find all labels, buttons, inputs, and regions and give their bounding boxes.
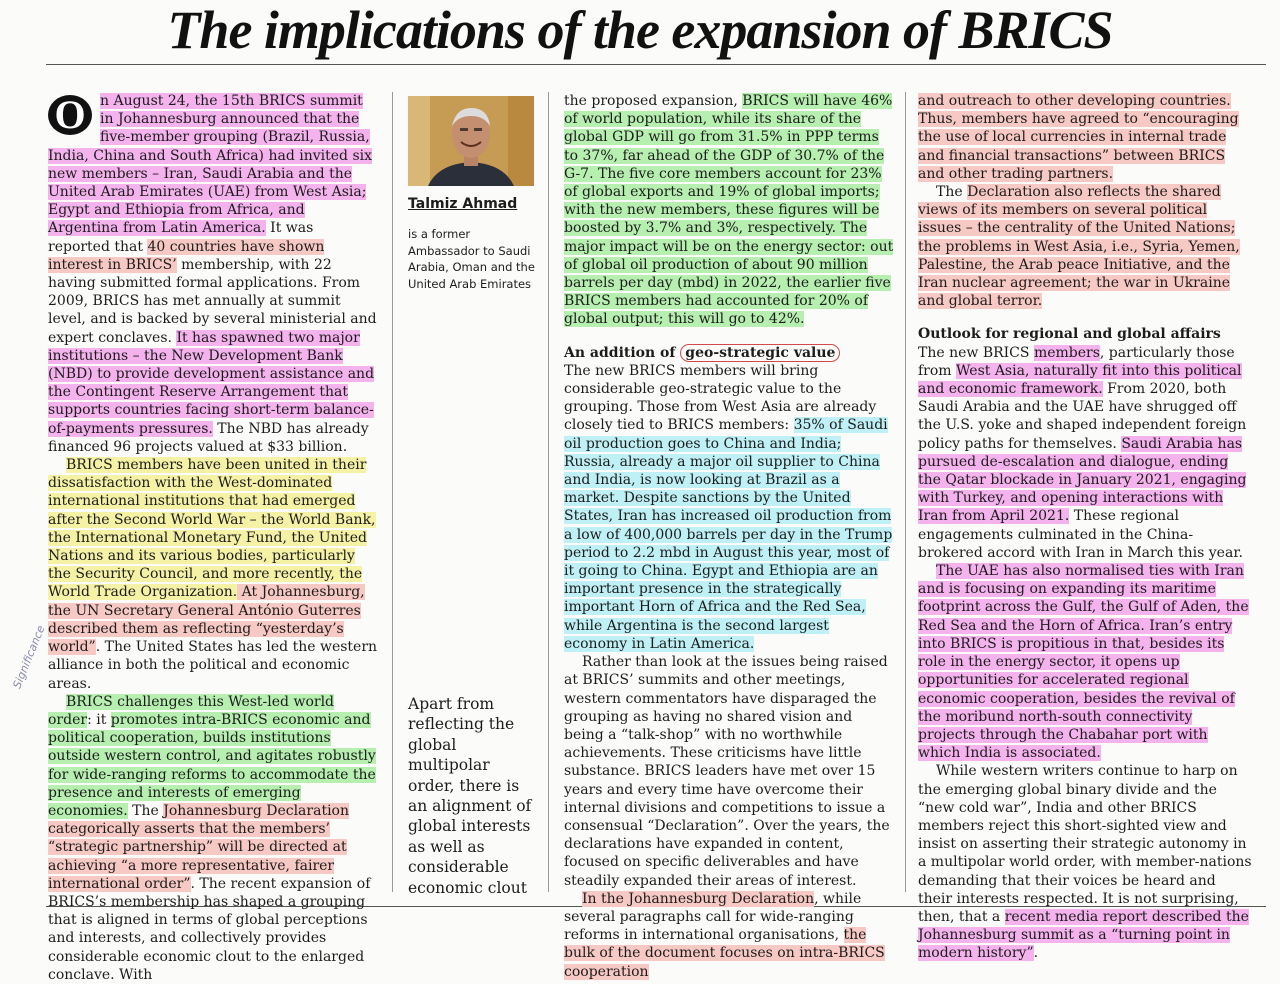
highlighted-text: recent media report described the Johannesburg summit as a “turning point in modern history”: [918, 908, 1249, 962]
highlighted-text: Saudi Arabia has pursued de-escalation and dialogue, ending the Qatar blockade in January 2021, engaging with Turkey, and opening interactions with Iran from April 2021.: [918, 435, 1247, 525]
text-run: .: [1033, 945, 1039, 962]
column-divider-1: [392, 92, 393, 892]
highlighted-text: n August 24, the 15th BRICS summit in Johannesburg announced that the five-member grouping (Brazil, Russia, India, China and South Africa) had invited six new members – Iran, Saudi Arabia and the United Arab Emirates (UAE) from West Asia; Egypt and Ethiopia from Africa, and Argentina from Latin America.: [48, 93, 373, 237]
text-run: , while several paragraphs call for wide-ranging reforms in international organisations,: [564, 890, 862, 944]
text-run: . The United States has led the western alliance in both the political and economic areas.: [48, 639, 378, 692]
headline: The implications of the expansion of BRICS: [167, 0, 1113, 60]
paragraph: [918, 562, 1253, 762]
highlighted-text: The major impact will be on the energy sector: out of global oil production of about 90 million barrels per day (mbd) in 2022, the earlier five BRICS members had accounted for 20% of global output; this will go to 42%.: [564, 220, 894, 328]
highlighted-text: 35% of Saudi oil production goes to China and India; Russia, already a major oil supplier to China and India, is now looking at Brazil as a market. Despite sanctions by the United States, Iran has increased oil production from a low of 400,000 barrels per day in the Trump period to 2.2 mbd in August this year, most of it going to China. Egypt and Ethiopia are an important presence in the strategically important Horn of Africa and the Red Sea, while Argentina is the second largest economy in Latin America.: [564, 417, 893, 652]
subheading: [564, 344, 896, 362]
highlighted-text: BRICS will have 46% of world population, while its share of the global GDP will go from 31.5% in PPP terms to 37%, far ahead of the GDP of 30.7% of the G-7. The five core members account for 23% of global exports and 19% of global imports; with the new members, these figures will be boosted by 3.7% and 3%, respectively.: [564, 93, 893, 237]
text-run: The new BRICS: [918, 344, 1034, 361]
text-run: These regional engagements culminated in the China-brokered accord with Iran in March this year.: [918, 508, 1243, 561]
paragraph: [564, 890, 896, 981]
highlighted-text: members: [1033, 344, 1100, 361]
author-name: Talmiz Ahmad: [408, 196, 518, 212]
column-divider-2: [548, 92, 549, 892]
author-portrait-image: [408, 96, 534, 186]
text-run: Rather than look at the issues being raised at BRICS’ summits and other meetings, western commentators have disparaged the grouping as having no shared vision and being a “talk-shop” with no worthwhile achievements. These criticisms have little substance. BRICS leaders have met over 15 years and every time have overcome their internal divisions and competitions to issue a consensual “Declaration”. Over the years, the declarations have expanded in content, focused on specific deliverables and have steadily expanded their areas of interest.: [564, 654, 890, 889]
highlighted-text: BRICS challenges this West-led world order: [48, 693, 335, 728]
highlighted-text: It has spawned two major institutions – the New Development Bank (NBD) to provide development assistance and the Contingent Reserve Arrangement that supports countries facing short-term balance-of-payments pressures.: [48, 329, 375, 437]
paragraph: [48, 456, 378, 693]
paragraph: [48, 693, 378, 984]
article-column-3: [564, 92, 896, 981]
text-run: , particularly those from: [918, 344, 1235, 379]
paragraph: [564, 92, 896, 329]
article-column-4: [918, 92, 1253, 963]
paragraph: [48, 92, 378, 456]
highlighted-text: and outreach to other developing countries. Thus, members have agreed to “encouraging the use of local currencies in internal trade and financial transactions” between BRICS and other trading partners.: [918, 93, 1239, 182]
text-run: The new BRICS members will bring considerable geo-strategic value to the grouping. Those from West Asia are already closely tied to BRICS members:: [564, 362, 877, 434]
article-column-1: [48, 92, 378, 984]
paragraph: [918, 183, 1253, 310]
pull-quote: Apart from reflecting the global multipolar order, there is an alignment of global interests as well as considerable economic clout: [408, 695, 532, 897]
text-run: The: [127, 802, 164, 819]
highlighted-text: promotes intra-BRICS economic and political cooperation, builds institutions outside western control, and agitates robustly for wide-ranging reforms to accommodate the presence and interests of emerging economies.: [48, 711, 376, 819]
text-run: membership, with 22 having submitted formal applications. From 2009, BRICS has met annually at summit level, and is backed by several ministerial and expert conclaves.: [48, 256, 377, 346]
drop-cap: O: [48, 95, 92, 135]
text-run: From 2020, both Saudi Arabia and the UAE have shrugged off the U.S. yoke and shaped independent foreign policy paths for themselves.: [918, 381, 1247, 452]
subheading: Outlook for regional and global affairs: [918, 326, 1221, 343]
subheading-text: An addition of: [564, 344, 681, 361]
highlighted-text: At Johannesburg, the UN Secretary General António Guterres described them as reflecting “yesterday’s world”: [48, 584, 365, 656]
highlighted-text: 40 countries have shown interest in BRICS’: [48, 238, 325, 273]
paragraph: [918, 344, 1253, 562]
highlighted-text: the bulk of the document focuses on intra-BRICS cooperation: [564, 927, 885, 980]
author-bio: is a former Ambassador to Saudi Arabia, Oman and the United Arab Emirates: [408, 227, 535, 291]
margin-annotation: Significance: [10, 623, 48, 691]
paragraph: [564, 362, 896, 653]
highlighted-text: BRICS members have been united in their dissatisfaction with the West-dominated international institutions that had emerged after the Second World War – the World Bank, the International Monetary Fund, the United Nations and its various bodies, particularly the Security Council, and more recently, the World Trade Organization.: [48, 457, 376, 601]
highlighted-text: Declaration also reflects the shared views of its members on several political issues – the centrality of the United Nations; the problems in West Asia, i.e., Syria, Yemen, Palestine, the Arab peace Initiative, and the Iran nuclear agreement; the war in Ukraine and global terror.: [918, 184, 1240, 310]
text-run: . The recent expansion of BRICS’s membership has shaped a grouping that is aligned in terms of global perceptions and interests, and collectively provides considerable economic clout to the enlarged conclave. With: [48, 875, 371, 983]
highlighted-text: Johannesburg Declaration categorically asserts that the members’ “strategic partnership” will be directed at achieving “a more representative, fairer international order”: [48, 802, 349, 892]
highlighted-text: West Asia, naturally fit into this political and economic framework.: [918, 362, 1242, 398]
text-run: While western writers continue to harp on the emerging global binary divide and the “new cold war”, India and other BRICS members reject this short-sighted view and insist on asserting their strategic autonomy in a multipolar world order, with member-nations demanding that their voices be heard and their interests respected. It is not surprising, then, that a: [918, 763, 1252, 925]
highlighted-text: In the Johannesburg Declaration: [582, 890, 815, 907]
text-run: : it: [87, 711, 111, 728]
paragraph: [918, 92, 1253, 183]
paragraph: [918, 762, 1253, 962]
paragraph-text: [48, 93, 377, 455]
text-run: The NBD has already financed 96 projects valued at $33 billion.: [48, 420, 369, 455]
text-run: The: [936, 184, 968, 201]
paragraph: [564, 653, 896, 890]
column-divider-3: [905, 92, 906, 892]
text-run: the proposed expansion,: [564, 93, 743, 109]
author-photo: [408, 96, 534, 186]
circled-phrase: geo-strategic value: [680, 344, 840, 362]
highlighted-text: The UAE has also normalised ties with Iran and is focusing on expanding its maritime footprint across the Gulf, the Gulf of Aden, the Red Sea and the Horn of Africa. Iran’s entry into BRICS is propitious in that, besides its role in the energy sector, it opens up opportunities for accelerated regional economic cooperation, besides the revival of the moribund north-south connectivity projects through the Chabahar port with which India is associated.: [918, 563, 1249, 762]
text-run: It was reported that: [48, 220, 314, 255]
top-rule: [46, 64, 1266, 65]
